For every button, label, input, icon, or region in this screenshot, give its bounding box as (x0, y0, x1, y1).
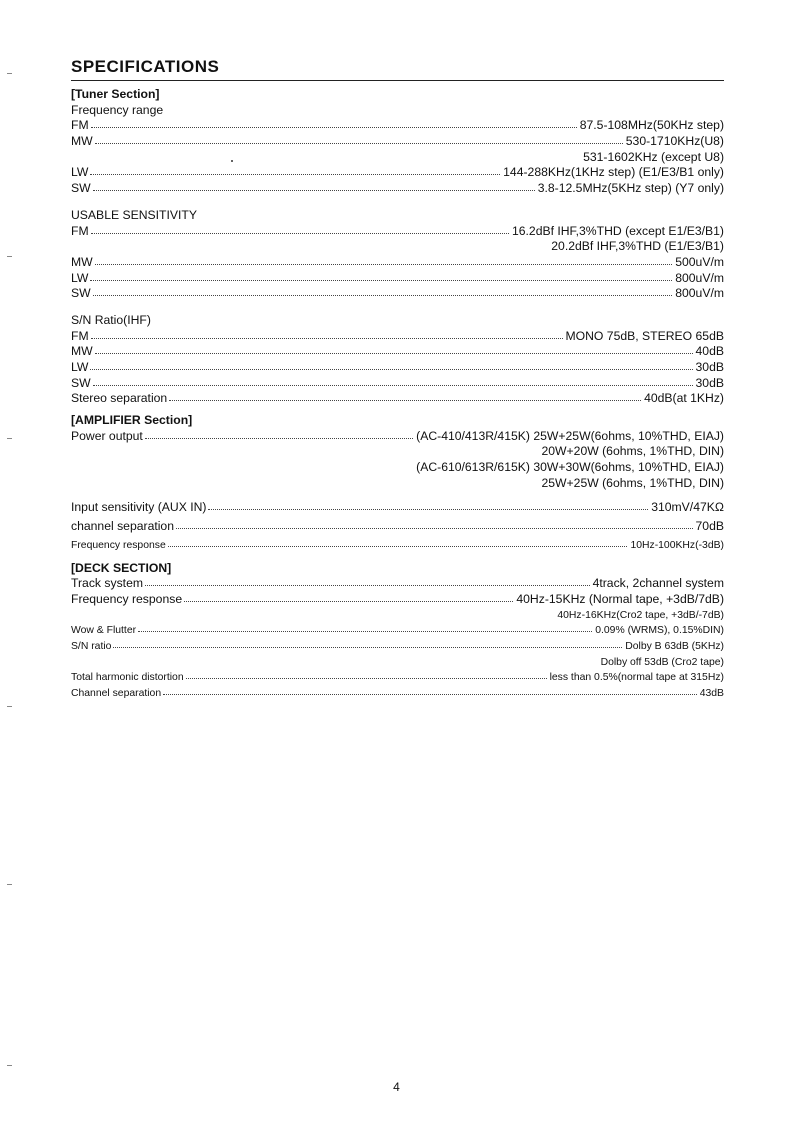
spec-label: FM (71, 118, 89, 133)
spec-value: 40dB (695, 344, 724, 359)
spec-value: MONO 75dB, STEREO 65dB (565, 328, 724, 343)
leader-dots (145, 437, 413, 439)
spec-row (71, 536, 724, 555)
leader-dots (186, 677, 547, 679)
deck-heading (71, 561, 724, 577)
spec-label: LW (71, 360, 89, 374)
spec-label: Track system (71, 576, 143, 591)
page-title: SPECIFICATIONS (71, 56, 724, 81)
margin-mark (7, 73, 12, 74)
spec-label: LW (71, 270, 89, 285)
spec-label: FM (71, 223, 89, 238)
spec-row (71, 165, 724, 181)
spec-row (71, 286, 724, 302)
spec-value: 25W+25W (6ohms, 1%THD, DIN) (541, 475, 724, 490)
spec-group-label (71, 313, 724, 329)
spec-value: 530-1710KHz(U8) (625, 134, 724, 149)
tuner-heading (71, 87, 724, 103)
spec-value: 43dB (699, 688, 724, 699)
spacer (71, 197, 724, 208)
spec-label: MW (71, 254, 93, 269)
spec-label: Wow & Flutter (71, 625, 137, 637)
spec-row-continued (71, 460, 724, 476)
spec-row (71, 639, 724, 655)
spec-value: 800uV/m (675, 270, 724, 285)
spec-row-continued (71, 444, 724, 460)
spec-value: 20.2dBf IHF,3%THD (E1/E3/B1) (551, 239, 724, 254)
spec-label: MW (71, 344, 93, 359)
section-heading: [DECK SECTION] (71, 560, 172, 575)
spec-value: 40dB(at 1KHz) (644, 391, 724, 406)
leader-dots (95, 352, 693, 354)
leader-dots (91, 126, 577, 128)
leader-dots (145, 584, 590, 586)
section-heading: [AMPLIFIER Section] (71, 413, 193, 428)
group-label: S/N Ratio(IHF) (71, 312, 151, 327)
spec-label: Frequency response (71, 591, 183, 606)
spacer (71, 302, 724, 313)
spec-value: 70dB (695, 518, 724, 533)
spec-value: (AC-610/613R/615K) 30W+30W(6ohms, 10%THD, EIAJ) (416, 460, 724, 475)
leader-dots (176, 527, 693, 529)
spec-list (71, 87, 724, 702)
spec-row (71, 118, 724, 134)
leader-dots (90, 173, 500, 175)
spec-row (71, 623, 724, 639)
spec-label: Channel separation (71, 688, 162, 699)
leader-dots (90, 368, 692, 370)
section-heading: [Tuner Section] (71, 87, 160, 101)
spec-label: Stereo separation (71, 391, 168, 406)
spec-page (71, 56, 724, 702)
leader-dots (95, 142, 623, 144)
spec-row (71, 344, 724, 360)
spec-value: 30dB (695, 375, 724, 390)
spec-value: 3.8-12.5MHz(5KHz step) (Y7 only) (537, 181, 724, 196)
spec-row-continued (71, 239, 724, 255)
spec-value: 0.09% (WRMS), 0.15%DIN) (595, 625, 724, 637)
spec-label: SW (71, 286, 91, 301)
spec-group-label (71, 208, 724, 224)
spec-value: 800uV/m (675, 286, 724, 301)
leader-dots (93, 384, 693, 386)
spec-value: 4track, 2channel system (592, 576, 724, 591)
spec-label: FM (71, 328, 89, 343)
spec-row (71, 498, 724, 517)
spec-row (71, 686, 724, 702)
spec-row (71, 517, 724, 536)
spec-row-continued (71, 608, 724, 624)
spec-row-continued (71, 476, 724, 492)
spec-row (71, 224, 724, 240)
spec-value: 30dB (695, 360, 724, 374)
spec-row (71, 429, 724, 445)
leader-dots (138, 630, 592, 632)
spec-row (71, 181, 724, 197)
leader-dots (208, 508, 648, 510)
amplifier-heading (71, 413, 724, 429)
spec-label: S/N ratio (71, 640, 112, 652)
group-label: Frequency range (71, 102, 164, 117)
leader-dots (184, 600, 513, 602)
leader-dots (90, 279, 672, 281)
spec-row (71, 670, 724, 686)
spec-row (71, 271, 724, 287)
leader-dots (163, 693, 697, 695)
spec-value: 310mV/47KΩ (651, 499, 724, 514)
spec-label: MW (71, 134, 93, 149)
leader-dots (113, 646, 622, 648)
spec-row-continued (71, 150, 724, 166)
spec-row (71, 134, 724, 150)
spec-label: Total harmonic distortion (71, 672, 184, 684)
spec-row (71, 576, 724, 592)
leader-dots (169, 399, 641, 401)
margin-mark (7, 1065, 12, 1066)
leader-dots (93, 294, 673, 296)
spec-value: less than 0.5%(normal tape at 315Hz) (549, 672, 724, 684)
spec-label: LW (71, 165, 89, 180)
leader-dots (95, 263, 673, 265)
margin-mark (7, 706, 12, 707)
spec-label: Power output (71, 428, 143, 443)
spec-label: Input sensitivity (AUX IN) (71, 499, 207, 514)
margin-mark (7, 884, 12, 885)
leader-dots (93, 189, 535, 191)
margin-mark (7, 256, 12, 257)
spec-value: Dolby off 53dB (Cro2 tape) (600, 656, 724, 668)
spec-value: 40Hz-15KHz (Normal tape, +3dB/7dB) (516, 591, 724, 606)
spec-value: 144-288KHz(1KHz step) (E1/E3/B1 only) (503, 165, 724, 180)
spec-label: channel separation (71, 518, 174, 533)
spec-label: Frequency response (71, 539, 166, 551)
group-label: USABLE SENSITIVITY (71, 207, 197, 222)
spec-row (71, 255, 724, 271)
spec-row-continued (71, 655, 724, 671)
spec-row (71, 329, 724, 345)
leader-dots (91, 337, 563, 339)
spec-value: 20W+20W (6ohms, 1%THD, DIN) (541, 444, 724, 459)
spec-value: 531-1602KHz (except U8) (583, 149, 724, 164)
spec-value: (AC-410/413R/415K) 25W+25W(6ohms, 10%THD, EIAJ) (416, 428, 724, 443)
spec-row (71, 360, 724, 376)
spec-value: 10Hz-100KHz(-3dB) (630, 539, 724, 551)
spec-value: 40Hz-16KHz(Cro2 tape, +3dB/-7dB) (557, 609, 724, 621)
spec-label: SW (71, 375, 91, 390)
page-number: 4 (393, 1080, 400, 1094)
leader-dots (168, 545, 628, 547)
margin-mark (7, 438, 12, 439)
spec-row (71, 391, 724, 407)
spec-label: SW (71, 181, 91, 196)
spec-value: Dolby B 63dB (5KHz) (625, 640, 724, 652)
spec-row (71, 592, 724, 608)
spec-row (71, 376, 724, 392)
spec-group-label (71, 103, 724, 119)
leader-dots (91, 232, 509, 234)
spec-value: 87.5-108MHz(50KHz step) (579, 118, 724, 133)
spec-value: 16.2dBf IHF,3%THD (except E1/E3/B1) (511, 223, 724, 238)
spec-value: 500uV/m (675, 254, 724, 269)
